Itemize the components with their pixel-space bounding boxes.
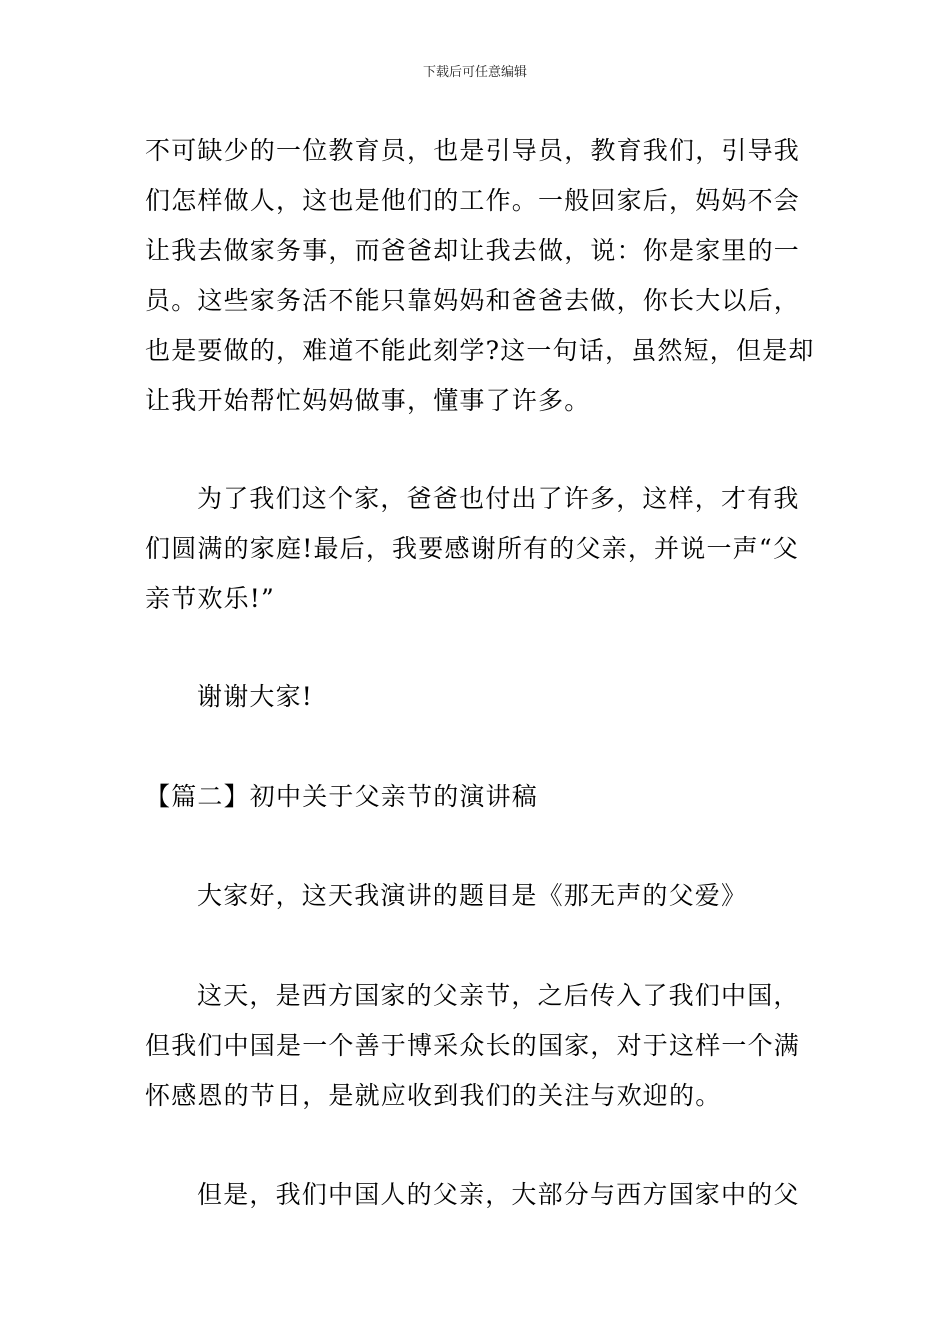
paragraph-2	[145, 474, 809, 624]
text-line: 这天，是西方国家的父亲节，之后传入了我们中国，	[197, 981, 800, 1010]
text-line: 但我们中国是一个善于博采众长的国家，对于这样一个满	[145, 1031, 801, 1060]
text-line: 亲节欢乐!”	[145, 584, 276, 613]
text-line: 们怎样做人，这也是他们的工作。一般回家后，妈妈不会	[145, 186, 801, 215]
paragraph-4	[145, 1170, 809, 1220]
text-line: 谢谢大家!	[197, 682, 314, 711]
text-line: 大家好，这天我演讲的题目是《那无声的父爱》	[197, 881, 748, 910]
text-line: 们圆满的家庭!最后，我要感谢所有的父亲，并说一声“父	[145, 534, 800, 563]
text-line: 怀感恩的节日，是就应收到我们的关注与欢迎的。	[145, 1081, 722, 1110]
text-line: 员。这些家务活不能只靠妈妈和爸爸去做，你长大以后，	[145, 286, 801, 315]
page-header: 下载后可任意编辑	[422, 65, 527, 80]
paragraph-greeting	[145, 871, 809, 921]
paragraph-3	[145, 971, 809, 1121]
text-line: 不可缺少的一位教育员，也是引导员，教育我们，引导我	[145, 136, 801, 165]
text-line: 让我去做家务事，而爸爸却让我去做，说：你是家里的一	[145, 236, 801, 265]
paragraph-thanks	[145, 672, 809, 722]
heading-line: 【篇二】初中关于父亲节的演讲稿	[145, 782, 539, 811]
section-heading	[145, 772, 809, 822]
text-line: 为了我们这个家，爸爸也付出了许多，这样，才有我	[197, 484, 800, 513]
text-line: 让我开始帮忙妈妈做事，懂事了许多。	[145, 386, 591, 415]
paragraph-1	[145, 126, 815, 426]
text-line: 也是要做的，难道不能此刻学?这一句话，虽然短，但是却	[145, 336, 815, 365]
text-line: 但是，我们中国人的父亲，大部分与西方国家中的父	[197, 1180, 800, 1209]
